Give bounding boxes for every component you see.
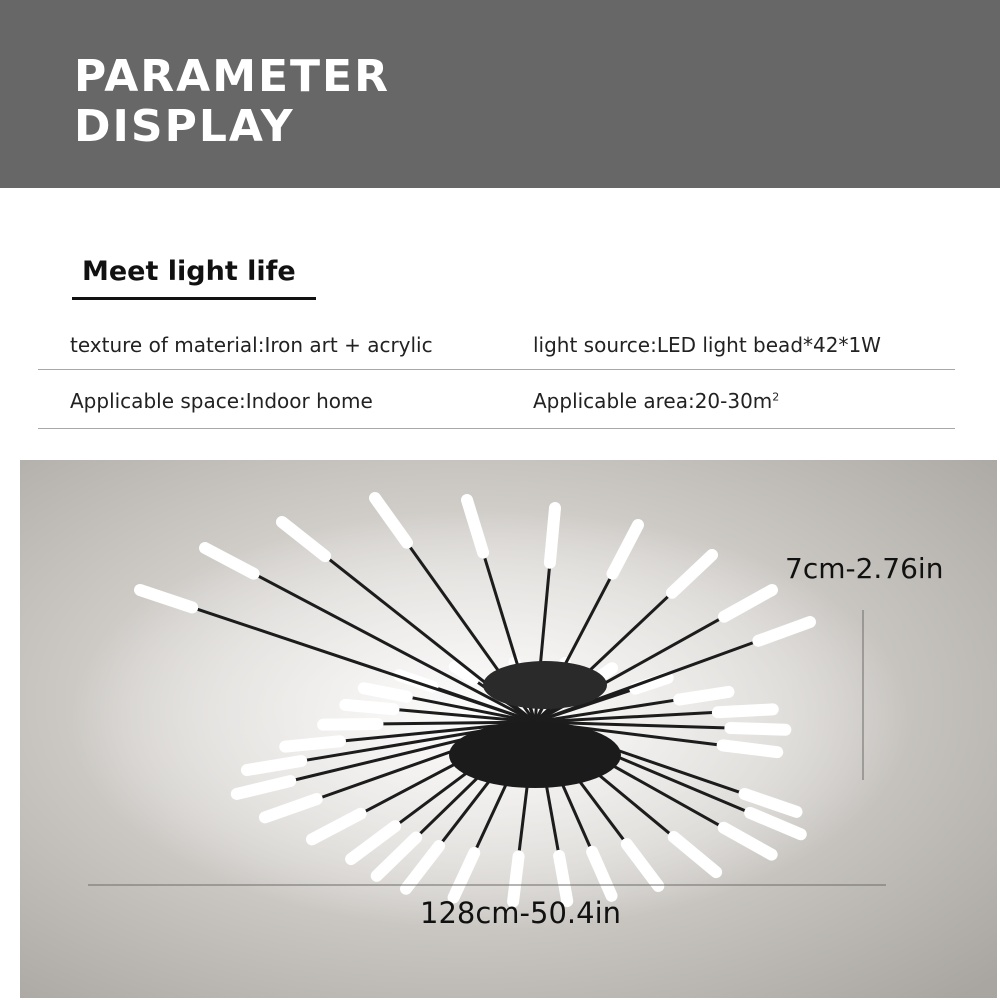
divider [38,428,955,429]
lamp-light-tube [364,688,407,696]
banner-title [74,52,390,152]
lamp-light-tube [679,692,728,700]
section-title: Meet light life [82,256,296,287]
lamp-light-tube [285,741,340,746]
spec-area [533,389,779,413]
lamp-light-tube [723,745,778,752]
spec-area-unit: 2 [772,390,780,404]
lamp-light-tube [718,709,773,712]
height-dimension-label: 7cm-2.76in [785,552,944,585]
canopy-base [449,722,621,788]
section-underline [72,297,316,300]
lamp-light-tube [550,508,555,563]
spec-area-text: Applicable area:20-30m [533,389,773,413]
canopy-top [483,661,607,709]
lamp-light-tube [345,705,393,709]
lamp-light-tube [559,856,567,901]
header-banner [0,0,1000,188]
banner-title-line1: PARAMETER [74,51,390,102]
spec-light-source: light source:LED light bead*42*1W [533,333,881,357]
lamp-light-tube [513,856,519,901]
lamp-light-tube [730,728,785,730]
divider [38,369,955,370]
spec-space: Applicable space:Indoor home [70,389,373,413]
spec-material: texture of material:Iron art + acrylic [70,333,433,357]
lamp-light-tube [323,724,377,725]
width-dimension-label: 128cm-50.4in [420,896,622,930]
banner-title-line2: DISPLAY [74,101,295,152]
